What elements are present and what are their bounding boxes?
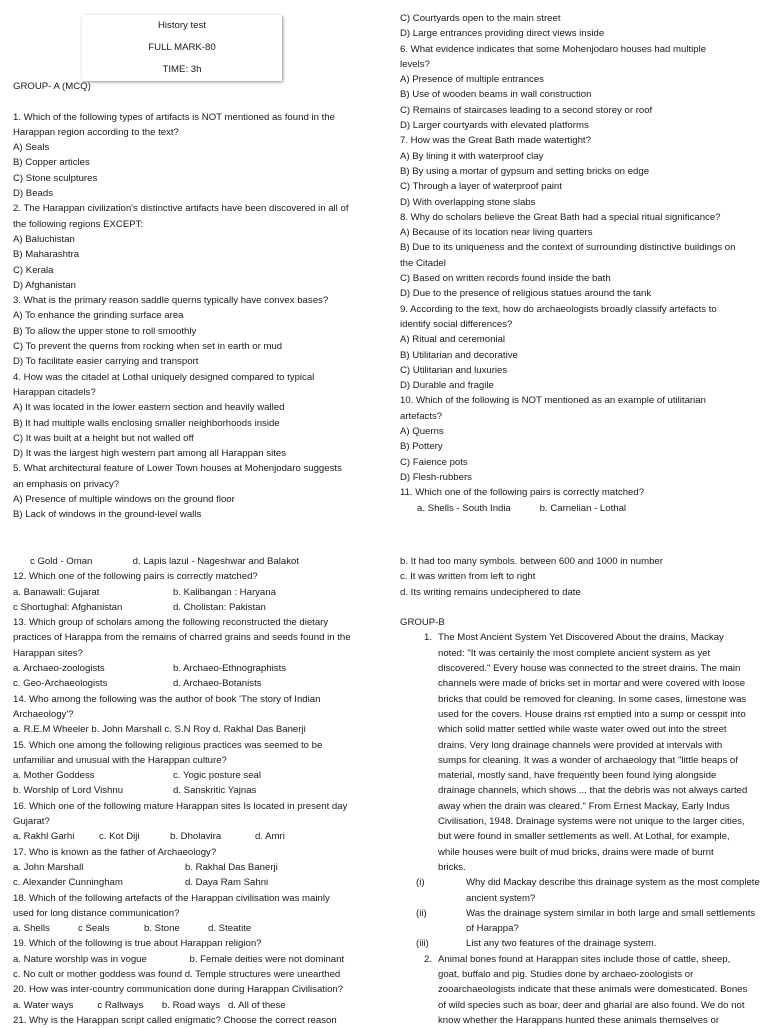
question-line: 1. Which of the following types of artifacts is NOT mentioned as found in the xyxy=(13,111,335,123)
q12-option-c: c Shortughal: Afghanistan xyxy=(13,601,123,613)
top-right-column xyxy=(400,11,760,516)
passage-line: while houses were built of mud bricks, drains were made of burnt xyxy=(438,846,714,858)
top-left-column xyxy=(13,79,368,523)
q11-option-d: d. Lapis lazul - Nageshwar and Balakot xyxy=(132,556,300,567)
subquestion-text xyxy=(448,875,760,906)
q17-option-d: d. Daya Ram Sahni xyxy=(185,877,269,889)
q15-option-a: a. Mother Goddess xyxy=(13,770,95,782)
question-line: C) To prevent the querns from rocking when set in earth or mud xyxy=(13,341,283,353)
question-line: C) Based on written records found inside the bath xyxy=(400,273,611,285)
q12-options-row-1 xyxy=(13,585,368,600)
top-left-questions xyxy=(13,110,368,523)
question-line: B) To allow the upper stone to roll smoothly xyxy=(13,325,197,337)
question-line: C) It was built at a height but not walled off xyxy=(13,432,194,444)
question-line: D) Afghanistan xyxy=(13,279,76,291)
question-line: 11. Which one of the following pairs is correctly matched? xyxy=(400,487,645,499)
q18-option-a: a. Shells xyxy=(13,923,50,935)
q11-option-b: b. Carnelian - Lothal xyxy=(539,502,627,514)
question-line: D) Durable and fragile xyxy=(400,380,494,392)
passage-line: Animal bones found at Harappan sites include those of cattle, sheep, xyxy=(438,953,731,965)
subquestion-text xyxy=(448,936,760,951)
question-line: an emphasis on privacy? xyxy=(13,478,120,490)
q17-option-c: c. Alexander Cunningham xyxy=(13,877,123,889)
test-title: History test xyxy=(158,20,206,31)
question-line: B) By using a mortar of gypsum and setting bricks on edge xyxy=(400,165,650,177)
question-line: Harappan sites? xyxy=(13,647,83,659)
question-line: 16. Which one of the following mature Harappan sites Is located in present day xyxy=(13,800,348,812)
question-line: D) Due to the presence of religious statues around the tank xyxy=(400,288,652,300)
page-bottom xyxy=(0,543,768,1024)
question-line: D) It was the largest high western part among all Harappan sites xyxy=(13,448,287,460)
question-line: B) Use of wooden beams in wall construction xyxy=(400,89,592,101)
passage-line: bricks. xyxy=(438,861,466,873)
group-b-heading: GROUP-B xyxy=(400,617,445,629)
passage-line: zooarchaeologists indicate that these animals were domesticated. Bones xyxy=(438,984,748,996)
question-line: B) Due to its uniqueness and the context of surrounding distinctive buildings on xyxy=(400,242,736,254)
subquestion-line: Why did Mackay describe this drainage system as the most complete xyxy=(466,877,760,889)
passage-line: used for the covers. House drains rst emptied into a sump or cesspit into xyxy=(438,708,746,720)
q18-options-row xyxy=(13,921,368,936)
question-line: B) Utilitarian and decorative xyxy=(400,349,518,361)
question-line: a. R.E.M Wheeler b. John Marshall c. S.N Roy d. Rakhal Das Banerji xyxy=(13,724,306,736)
question-20: 20. How was inter-country communication done during Harappan Civilisation? xyxy=(13,984,344,996)
subquestion-line: List any two features of the drainage system. xyxy=(466,938,657,950)
q11-option-a: a. Shells - South India xyxy=(417,502,511,514)
q11-option-c: c Gold - Oman xyxy=(30,556,93,567)
question-line: C) Stone sculptures xyxy=(13,172,98,184)
question-line: 13. Which group of scholars among the following reconstructed the dietary xyxy=(13,617,329,629)
passage-line: Civilisation, 1948. Drainage systems were not unique to the larger cities, xyxy=(438,816,745,828)
q13-options-row-2 xyxy=(13,676,368,691)
q15-option-c: c. Yogic posture seal xyxy=(173,770,262,782)
q16-option-d: d. Amri xyxy=(255,831,285,843)
passage-line: discovered." Every house was connected to the street drains. The main xyxy=(438,663,741,675)
question-line: A) Ritual and ceremonial xyxy=(400,334,506,346)
q20-options-row: a. Water ways c Rallways b. Road ways d. All of these xyxy=(13,999,286,1011)
time-allowed: TIME: 3h xyxy=(162,64,202,75)
q11-options-cont xyxy=(13,554,368,569)
passage-line: drains. Very long drainage channels were provided at intervals with xyxy=(438,739,723,751)
question-line: Gujarat? xyxy=(13,816,50,828)
question-line: 14. Who among the following was the author of book 'The story of Indian xyxy=(13,693,321,705)
question-line: 10. Which of the following is NOT mentioned as an example of utilitarian xyxy=(400,395,706,407)
question-line: artefacts? xyxy=(400,410,443,422)
question-12: 12. Which one of the following pairs is correctly matched? xyxy=(13,571,258,583)
q12-option-a: a. Banawali: Gujarat xyxy=(13,586,100,598)
q13-option-d: d. Archaeo-Botanists xyxy=(173,678,262,690)
q13-option-c: c. Geo-Archaeologists xyxy=(13,678,108,690)
passage-line: drainage channels, which shows ... that the debris was not always carted xyxy=(438,785,748,797)
q13-options-row-1 xyxy=(13,661,368,676)
q16-option-a: a. Rakhl Garhi xyxy=(13,831,75,843)
subquestion-line: Was the drainage system similar in both large and small settlements xyxy=(466,907,756,919)
bottom-left-column xyxy=(13,554,368,1028)
passage-line: bricks that could be removed for cleaning. In some cases, limestone was xyxy=(438,693,747,705)
question-line: 4. How was the citadel at Lothal uniquely designed compared to typical xyxy=(13,371,315,383)
passage-line: of wild species such as boar, deer and gharial are also found. We do not xyxy=(438,999,745,1011)
question-line: A) To enhance the grinding surface area xyxy=(13,310,184,322)
passage-line: away when the drain was cleared." From Ernest Mackay, Early Indus xyxy=(438,800,730,812)
group-b-item-1 xyxy=(400,630,760,875)
subquestion xyxy=(400,936,760,951)
q16-options-row xyxy=(13,829,368,844)
question-line: identify social differences? xyxy=(400,318,513,330)
passage-line: material, mostly sand, have frequently been found lying alongside xyxy=(438,770,717,782)
subquestion-label: (i) xyxy=(416,877,425,889)
subquestion-line: ancient system? xyxy=(466,892,536,904)
option-line: c. It was written from left to right xyxy=(400,571,536,583)
q18-option-d: d. Steatite xyxy=(208,923,252,935)
q12-option-b: b. Kalibangan : Haryana xyxy=(173,586,276,598)
q15-option-d: d. Sanskritic Yajnas xyxy=(173,785,257,797)
bottom-right-column xyxy=(400,554,760,1028)
passage-line: which solid matter settled while waste water owed out into the street xyxy=(438,724,727,736)
passage-line: channels were made of bricks set in mortar and were covered with loose xyxy=(438,678,746,690)
question-line: 9. According to the text, how do archaeologists broadly classify artefacts to xyxy=(400,303,717,315)
question-15 xyxy=(13,738,368,769)
question-line: D) Beads xyxy=(13,188,53,200)
question-line: D) With overlapping stone slabs xyxy=(400,196,536,208)
q21-options xyxy=(400,554,760,600)
question-line: B) Pottery xyxy=(400,441,443,453)
question-line: C) Through a layer of waterproof paint xyxy=(400,181,562,193)
question-line: 7. How was the Great Bath made watertight? xyxy=(400,135,591,147)
question-line: Archaeology'? xyxy=(13,708,74,720)
test-header-box xyxy=(82,15,282,81)
q12-options-row-2 xyxy=(13,600,368,615)
question-21: 21. Why is the Harappan script called enigmatic? Choose the correct reason xyxy=(13,1014,337,1026)
q13-option-b: b. Archaeo-Ethnographists xyxy=(173,663,287,675)
question-line: the Citadel xyxy=(400,257,446,269)
subquestion-label: (iii) xyxy=(416,938,429,950)
question-17: 17. Who is known as the father of Archaeology? xyxy=(13,846,217,858)
question-line: 18. Which of the following artefacts of the Harappan civilisation was mainly xyxy=(13,892,330,904)
question-line: 15. Which one among the following religious practices was seemed to be xyxy=(13,739,323,751)
passage-line: know whether the Harappans hunted these animals themselves or xyxy=(438,1014,720,1026)
question-line: C) Courtyards open to the main street xyxy=(400,13,561,24)
question-line: B) Maharashtra xyxy=(13,249,80,261)
question-line: 3. What is the primary reason saddle querns typically have convex bases? xyxy=(13,295,329,307)
q13-option-a: a. Archaeo-zoologists xyxy=(13,663,105,675)
top-right-questions xyxy=(400,11,760,501)
question-18 xyxy=(13,891,368,922)
question-line: levels? xyxy=(400,58,430,70)
question-line: A) Seals xyxy=(13,142,50,154)
question-19: 19. Which of the following is true about Harappan religion? xyxy=(13,938,262,950)
full-mark: FULL MARK-80 xyxy=(148,42,216,53)
passage-line: sumps for cleaning. It was a wonder of archaeology that "little heaps of xyxy=(438,754,738,766)
q15-options-row-1 xyxy=(13,768,368,783)
question-line: D) To facilitate easier carrying and transport xyxy=(13,356,199,368)
group-b-item-2 xyxy=(400,952,760,1028)
q18-option-c: c Seals xyxy=(78,923,110,935)
question-13 xyxy=(13,615,368,661)
question-line: A) Presence of multiple windows on the ground floor xyxy=(13,494,235,506)
subquestion xyxy=(400,875,760,906)
q17-option-a: a. John Marshall xyxy=(13,861,84,873)
passage-line: The Most Ancient System Yet Discovered About the drains, Mackay xyxy=(438,632,724,644)
question-line: B) Lack of windows in the ground-level walls xyxy=(13,509,202,521)
question-line: Harappan citadels? xyxy=(13,386,96,398)
question-line: the following regions EXCEPT: xyxy=(13,218,144,230)
question-line: D) Large entrances providing direct views inside xyxy=(400,28,605,40)
question-line: B) It had multiple walls enclosing smaller neighborhoods inside xyxy=(13,417,280,429)
subquestion-label: (ii) xyxy=(416,907,427,919)
passage-line: noted: "It was certainly the most complete ancient system as yet xyxy=(438,647,711,659)
question-line: A) By lining it with waterproof clay xyxy=(400,150,544,162)
question-line: C) Kerala xyxy=(13,264,54,276)
question-line: 5. What architectural feature of Lower Town houses at Mohenjodaro suggests xyxy=(13,463,342,475)
question-line: D) Larger courtyards with elevated platforms xyxy=(400,120,589,132)
subquestion-text xyxy=(448,906,760,937)
question-line: C) Remains of staircases leading to a second storey or roof xyxy=(400,104,653,116)
question-line: A) Because of its location near living quarters xyxy=(400,227,593,239)
item-1-passage xyxy=(438,630,760,875)
question-line: A) Querns xyxy=(400,426,444,438)
option-line: d. Its writing remains undeciphered to date xyxy=(400,586,581,598)
subquestion-line: of Harappa? xyxy=(466,923,519,935)
question-line: A) It was located in the lower eastern section and heavily walled xyxy=(13,402,285,414)
q18-option-b: b. Stone xyxy=(144,923,180,935)
question-14 xyxy=(13,692,368,738)
item-2-number: 2. xyxy=(423,953,432,965)
question-line: 6. What evidence indicates that some Mohenjodaro houses had multiple xyxy=(400,43,707,55)
q11-options-row xyxy=(400,501,760,516)
question-line: C) Utilitarian and luxuries xyxy=(400,364,508,376)
item-1-subquestions xyxy=(400,875,760,951)
question-line: A) Presence of multiple entrances xyxy=(400,74,544,86)
q17-option-b: b. Rakhal Das Banerji xyxy=(185,861,278,873)
q17-options-row-1 xyxy=(13,860,368,875)
question-line: B) Copper articles xyxy=(13,157,90,169)
question-line: 8. Why do scholars believe the Great Bath had a special ritual significance? xyxy=(400,211,721,223)
option-line: b. It had too many symbols. between 600 and 1000 in number xyxy=(400,556,663,567)
question-line: C) Faience pots xyxy=(400,456,468,468)
question-line: practices of Harappa from the remains of charred grains and seeds found in the xyxy=(13,632,351,644)
question-line: 2. The Harappan civilization's distinctive artifacts have been discovered in all of xyxy=(13,203,349,215)
q15-options-row-2 xyxy=(13,783,368,798)
item-2-passage xyxy=(438,952,760,1028)
item-1-number: 1. xyxy=(423,632,432,644)
question-line: Harappan region according to the text? xyxy=(13,126,179,138)
q12-option-d: d. Cholistan: Pakistan xyxy=(173,601,266,613)
question-line: unfamiliar and unusual with the Harappan culture? xyxy=(13,754,227,766)
q17-options-row-2 xyxy=(13,875,368,890)
q16-option-b: b. Dholavira xyxy=(170,831,222,843)
q15-option-b: b. Worshlp of Lord Vishnu xyxy=(13,785,124,797)
q19-options-row-2: c. No cult or mother goddess was found d. Temple structures were unearthed xyxy=(13,969,341,981)
passage-line: but were found in smaller settlements as well. At Lothal, for example, xyxy=(438,831,730,843)
question-line: used for long distance communication? xyxy=(13,907,180,919)
q16-option-c: c. Kot Diji xyxy=(99,831,140,843)
question-line: D) Flesh-rubbers xyxy=(400,471,472,483)
passage-line: goat, buffalo and pig. Studies done by archaeo-zoologists or xyxy=(438,969,694,981)
question-line: A) Baluchistan xyxy=(13,233,75,245)
subquestion xyxy=(400,906,760,937)
question-16 xyxy=(13,799,368,830)
group-a-heading: GROUP- A (MCQ) xyxy=(13,81,91,92)
q19-options-row-1: a. Nature worshlp was in vogue b. Female deities were not dominant xyxy=(13,953,345,965)
